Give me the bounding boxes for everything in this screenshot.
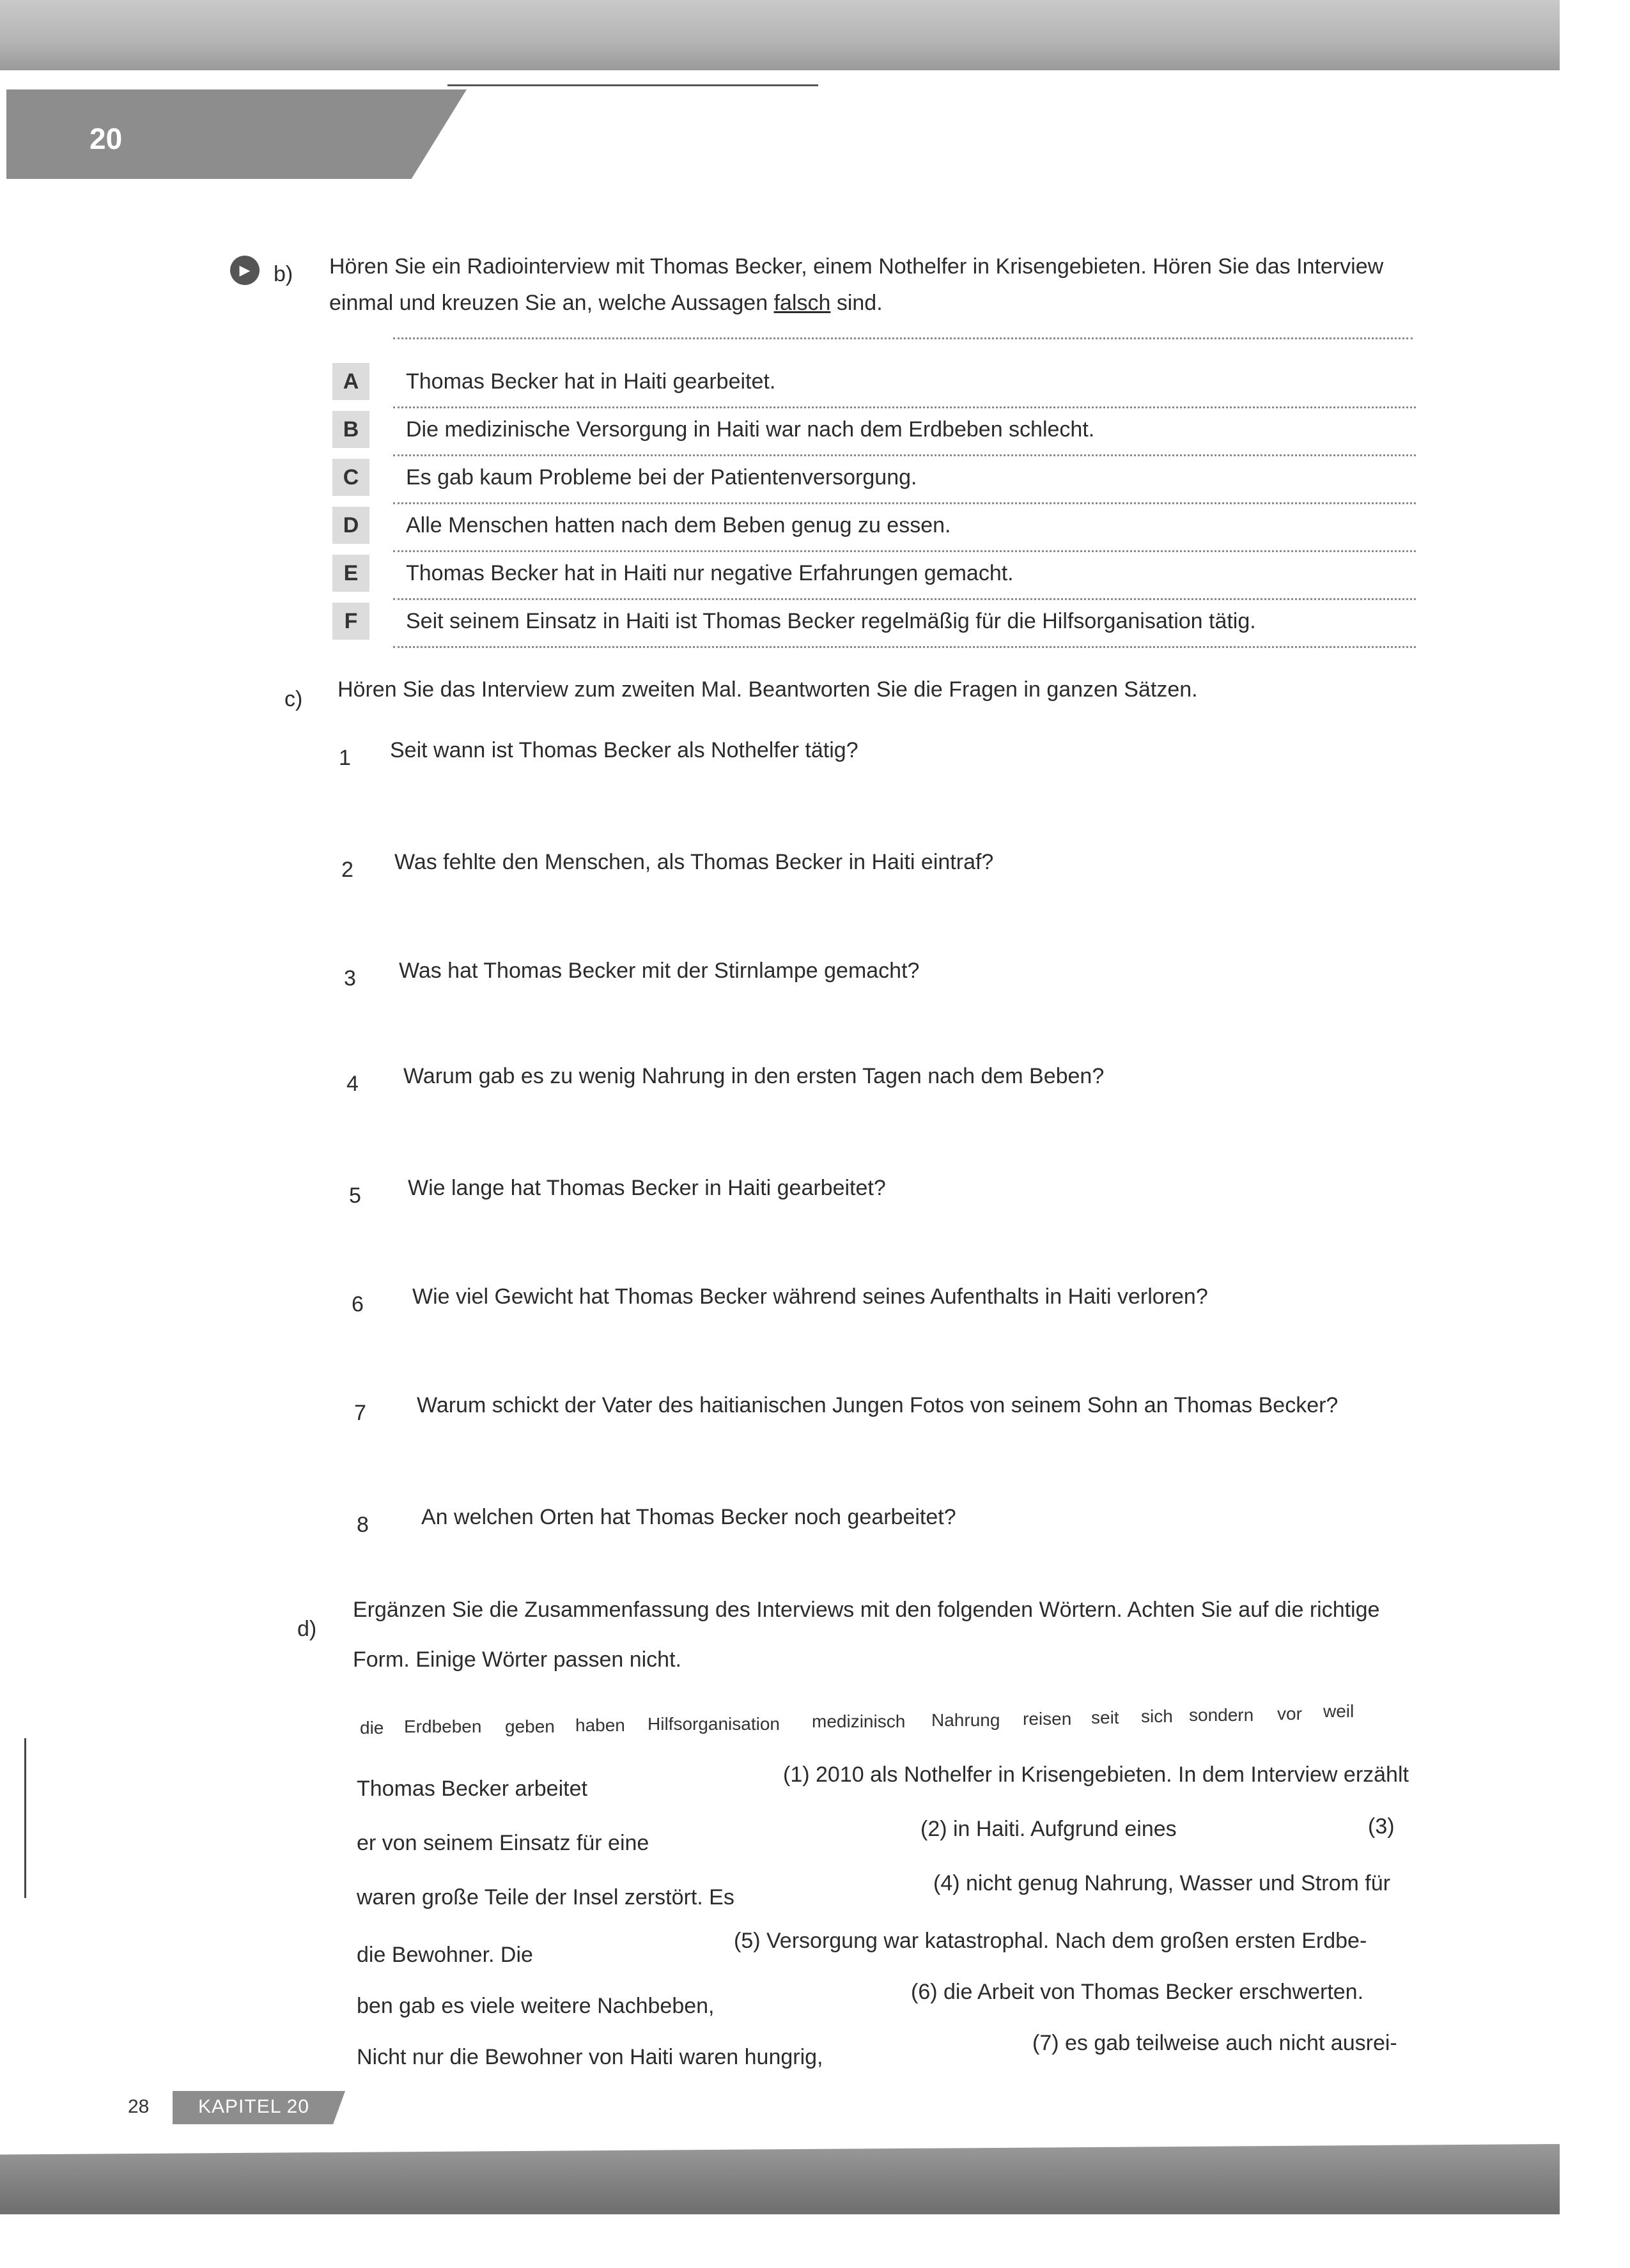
statement-text: Die medizinische Versorgung in Haiti war nach dem Erdbeben schlecht. xyxy=(406,417,1095,442)
summary-blank-number: (3) xyxy=(1368,1814,1395,1839)
word-bank-item: seit xyxy=(1091,1708,1119,1727)
instruction-text: sind. xyxy=(836,291,883,315)
chapter-number: 20 xyxy=(89,122,123,155)
word-bank-item: die xyxy=(360,1718,384,1738)
statement-letter: B xyxy=(332,411,369,448)
question-text: Wie lange hat Thomas Becker in Haiti gearbeitet? xyxy=(408,1176,886,1200)
word-bank-item: medizinisch xyxy=(812,1711,906,1731)
underlined-word: falsch xyxy=(773,291,831,315)
summary-right: (2) in Haiti. Aufgrund eines xyxy=(920,1817,1177,1841)
divider xyxy=(393,502,1416,504)
statement-text: Thomas Becker hat in Haiti nur negative Erfahrungen gemacht. xyxy=(406,561,1014,585)
summary-left: er von seinem Einsatz für eine xyxy=(357,1831,649,1855)
statement-letter: F xyxy=(332,603,369,640)
instruction-text: einmal und kreuzen Sie an, welche Aussagen xyxy=(329,291,768,315)
question-text: Seit wann ist Thomas Becker als Nothelfer tätig? xyxy=(390,738,858,762)
word-bank-item: vor xyxy=(1277,1704,1302,1724)
statement-text: Thomas Becker hat in Haiti gearbeitet. xyxy=(406,369,776,394)
statement-text: Alle Menschen hatten nach dem Beben genug zu essen. xyxy=(406,513,951,537)
statement-letter: E xyxy=(332,555,369,592)
footer-chapter-label: KAPITEL 20 xyxy=(198,2096,309,2117)
word-bank-item: geben xyxy=(505,1716,555,1736)
divider xyxy=(393,406,1416,408)
summary-right: (6) die Arbeit von Thomas Becker erschwerten. xyxy=(911,1980,1364,2004)
section-d-instruction-line1: Ergänzen Sie die Zusammenfassung des Interviews mit den folgenden Wörtern. Achten Sie auf die richtige xyxy=(353,1598,1380,1622)
statement-text: Seit seinem Einsatz in Haiti ist Thomas Becker regelmäßig für die Hilfsorganisation tätig. xyxy=(406,609,1256,633)
section-c-label: c) xyxy=(284,687,303,711)
question-number: 2 xyxy=(341,858,353,882)
statement-letter: D xyxy=(332,507,369,544)
section-b-label: b) xyxy=(274,262,293,286)
question-number: 6 xyxy=(352,1292,364,1316)
statement-text: Es gab kaum Probleme bei der Patientenversorgung. xyxy=(406,465,917,490)
word-bank-item: Nahrung xyxy=(931,1710,1000,1730)
chapter-tab xyxy=(6,89,467,179)
section-b-instruction-line2 xyxy=(329,291,883,316)
question-text: Was fehlte den Menschen, als Thomas Becker in Haiti eintraf? xyxy=(394,850,994,874)
divider xyxy=(393,598,1416,600)
word-bank-item: sondern xyxy=(1189,1705,1254,1725)
summary-left: ben gab es viele weitere Nachbeben, xyxy=(357,1994,715,2018)
section-d-label: d) xyxy=(297,1617,317,1641)
question-number: 4 xyxy=(346,1072,359,1096)
question-number: 5 xyxy=(349,1184,361,1208)
summary-right: (1) 2010 als Nothelfer in Krisengebieten. In dem Interview erzählt xyxy=(783,1763,1409,1787)
question-text: Was hat Thomas Becker mit der Stirnlampe gemacht? xyxy=(399,959,920,983)
question-number: 7 xyxy=(354,1401,366,1425)
divider xyxy=(393,550,1416,552)
page-number: 28 xyxy=(128,2096,150,2117)
bottom-scan-band xyxy=(0,2144,1560,2214)
summary-left: Nicht nur die Bewohner von Haiti waren hungrig, xyxy=(357,2045,823,2069)
question-number: 1 xyxy=(339,746,351,770)
section-d-instruction-line2: Form. Einige Wörter passen nicht. xyxy=(353,1647,681,1672)
word-bank-item: weil xyxy=(1323,1701,1354,1721)
word-bank-item: reisen xyxy=(1023,1709,1072,1729)
top-scan-band xyxy=(0,0,1560,70)
question-text: Warum schickt der Vater des haitianischen Jungen Fotos von seinem Sohn an Thomas Becker? xyxy=(417,1393,1339,1417)
summary-right: (4) nicht genug Nahrung, Wasser und Strom für xyxy=(933,1871,1390,1895)
audio-play-icon: ▶ xyxy=(230,256,260,285)
statement-letter: A xyxy=(332,363,369,400)
summary-right: (5) Versorgung war katastrophal. Nach dem großen ersten Erdbe- xyxy=(734,1929,1367,1953)
summary-left: Thomas Becker arbeitet xyxy=(357,1777,587,1801)
divider xyxy=(393,454,1416,456)
section-b-instruction-line1: Hören Sie ein Radiointerview mit Thomas Becker, einem Nothelfer in Krisengebieten. Hören Sie das Interview xyxy=(329,254,1384,279)
word-bank-item: sich xyxy=(1141,1706,1173,1726)
section-c-instruction: Hören Sie das Interview zum zweiten Mal. Beantworten Sie die Fragen in ganzen Sätzen. xyxy=(338,677,1198,702)
word-bank-item: Hilfsorganisation xyxy=(648,1714,780,1734)
word-bank-item: Erdbeben xyxy=(404,1716,482,1736)
summary-left: waren große Teile der Insel zerstört. Es xyxy=(357,1885,734,1909)
question-text: An welchen Orten hat Thomas Becker noch gearbeitet? xyxy=(421,1505,956,1529)
divider xyxy=(393,646,1416,648)
statement-letter: C xyxy=(332,459,369,496)
margin-mark xyxy=(24,1738,26,1898)
question-text: Wie viel Gewicht hat Thomas Becker während seines Aufenthalts in Haiti verloren? xyxy=(412,1284,1208,1309)
summary-right: (7) es gab teilweise auch nicht ausrei- xyxy=(1032,2031,1397,2055)
divider xyxy=(393,337,1413,339)
question-number: 3 xyxy=(344,966,356,991)
header-rule xyxy=(447,84,818,86)
word-bank-item: haben xyxy=(575,1715,625,1735)
scan-margin-right xyxy=(1560,0,1630,2268)
question-text: Warum gab es zu wenig Nahrung in den ersten Tagen nach dem Beben? xyxy=(403,1064,1105,1088)
summary-left: die Bewohner. Die xyxy=(357,1943,533,1967)
question-number: 8 xyxy=(357,1513,369,1537)
